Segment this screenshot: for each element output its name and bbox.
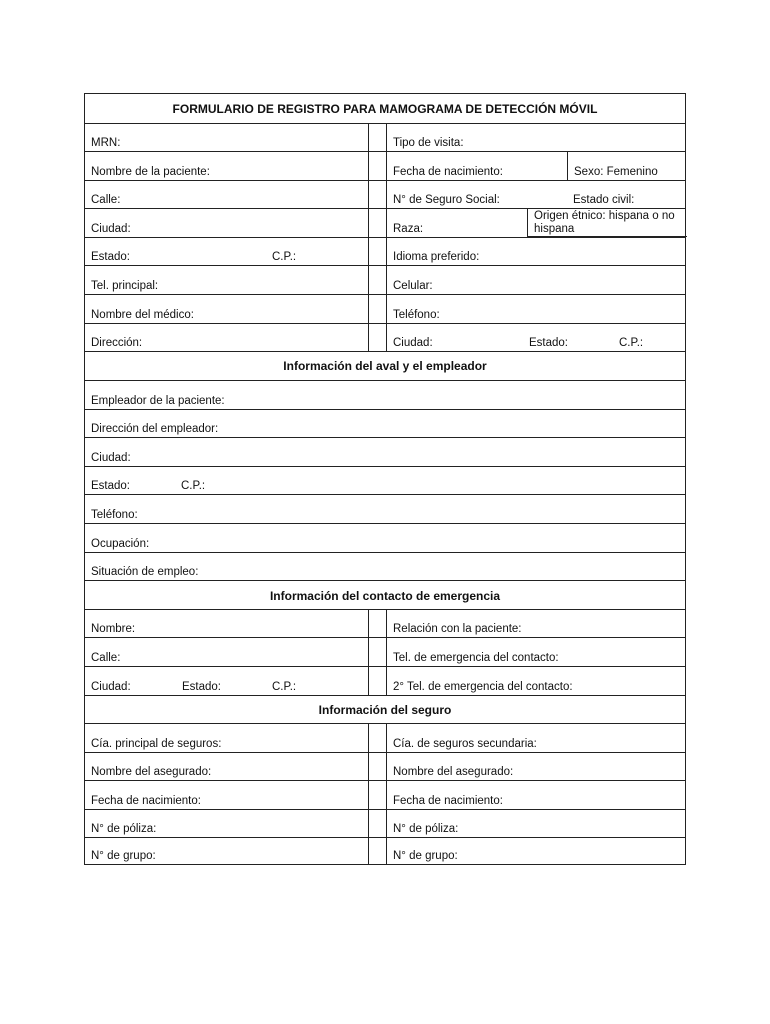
column-gap: [368, 324, 386, 351]
sex-label: Sexo: Femenino: [574, 166, 658, 178]
column-gap: [368, 781, 386, 809]
state-zip-field[interactable]: [85, 238, 368, 265]
insurance-heading: Información del seguro: [318, 703, 452, 717]
cell-label: Celular:: [393, 280, 433, 292]
emergency-phone2-label: 2° Tel. de emergencia del contacto:: [393, 681, 573, 693]
row-occupation[interactable]: [85, 523, 685, 552]
sex-field: [567, 152, 687, 180]
secondary-insurance-label: Cía. de seguros secundaria:: [393, 738, 537, 750]
city-label: Ciudad:: [91, 223, 131, 235]
row-insured-name: [85, 752, 685, 780]
marital-status-label: Estado civil:: [573, 194, 635, 206]
column-gap: [368, 266, 386, 294]
emergency-street-label: Calle:: [91, 652, 121, 664]
insurance-heading-row: [85, 695, 685, 723]
column-gap: [368, 753, 386, 780]
main-phone-field[interactable]: [85, 266, 368, 294]
row-emergency-name: [85, 609, 685, 637]
race-label: Raza:: [393, 223, 424, 235]
employer-state-label: Estado:: [91, 480, 130, 492]
insured-name-1-field[interactable]: [85, 753, 368, 780]
column-gap: [368, 810, 386, 837]
primary-insurance-label: Cía. principal de seguros:: [91, 738, 222, 750]
emergency-city-label: Ciudad:: [91, 681, 131, 693]
group-1-label: N° de grupo:: [91, 850, 156, 862]
city-field[interactable]: [85, 209, 368, 237]
main-phone-label: Tel. principal:: [91, 280, 159, 292]
insured-dob-1-label: Fecha de nacimiento:: [91, 795, 201, 807]
birth-date-label: Fecha de nacimiento:: [393, 166, 503, 178]
patient-name-field[interactable]: [85, 152, 368, 180]
form-title: FORMULARIO DE REGISTRO PARA MAMOGRAMA DE DETECCIÓN MÓVIL: [172, 102, 598, 116]
doctor-name-label: Nombre del médico:: [91, 309, 194, 321]
column-gap: [368, 610, 386, 637]
row-employer-address[interactable]: [85, 409, 685, 437]
column-gap: [368, 152, 386, 180]
row-employer-state[interactable]: [85, 466, 685, 494]
state-label: Estado:: [91, 251, 130, 263]
ethnicity-label: Origen étnico: hispana o no hispana: [534, 210, 675, 235]
policy-1-label: N° de póliza:: [91, 823, 157, 835]
column-gap: [368, 638, 386, 666]
zip-label: C.P.:: [272, 251, 297, 263]
doctor-city-label: Ciudad:: [393, 337, 433, 349]
column-gap: [368, 181, 386, 208]
birth-date-field[interactable]: [386, 152, 567, 180]
emergency-location-field[interactable]: [85, 667, 368, 695]
insured-name-1-label: Nombre del asegurado:: [91, 766, 212, 778]
ssn-label: N° de Seguro Social:: [393, 194, 500, 206]
column-gap: [368, 209, 386, 237]
mrn-label: MRN:: [91, 137, 121, 149]
cell-field[interactable]: [386, 266, 687, 294]
policy-2-label: N° de póliza:: [393, 823, 459, 835]
phone-field[interactable]: [386, 295, 687, 323]
language-field[interactable]: [386, 238, 687, 265]
language-label: Idioma preferido:: [393, 251, 480, 263]
insured-dob-2-field[interactable]: [386, 781, 687, 809]
primary-insurance-field[interactable]: [85, 724, 368, 752]
employer-address-label: Dirección del empleador:: [91, 423, 219, 435]
column-gap: [368, 667, 386, 695]
group-1-field[interactable]: [85, 838, 368, 864]
emergency-heading-row: [85, 580, 685, 609]
row-insurance-company: [85, 723, 685, 752]
title-row: [85, 94, 685, 123]
emergency-phone-label: Tel. de emergencia del contacto:: [393, 652, 559, 664]
employer-phone-label: Teléfono:: [91, 509, 138, 521]
row-emergency-street: [85, 637, 685, 666]
visit-type-label: Tipo de visita:: [393, 137, 464, 149]
employment-status-label: Situación de empleo:: [91, 566, 199, 578]
doctor-state-label: Estado:: [529, 337, 568, 349]
marital-status-field[interactable]: [567, 181, 687, 208]
patient-name-label: Nombre de la paciente:: [91, 166, 210, 178]
doctor-name-field[interactable]: [85, 295, 368, 323]
insured-dob-1-field[interactable]: [85, 781, 368, 809]
secondary-insurance-field[interactable]: [386, 724, 687, 752]
column-gap: [368, 838, 386, 864]
ethnicity-field[interactable]: [527, 209, 687, 237]
emergency-phone2-field[interactable]: [386, 667, 687, 695]
registration-form: [84, 93, 686, 865]
column-gap: [368, 295, 386, 323]
row-policy: [85, 809, 685, 837]
occupation-label: Ocupación:: [91, 538, 150, 550]
emergency-state-label: Estado:: [182, 681, 221, 693]
doctor-zip-label: C.P.:: [619, 337, 644, 349]
relation-field[interactable]: [386, 610, 687, 637]
insured-name-2-field[interactable]: [386, 753, 687, 780]
visit-type-field[interactable]: [386, 124, 687, 151]
row-state: [85, 237, 685, 265]
emergency-phone-field[interactable]: [386, 638, 687, 666]
race-field[interactable]: [386, 209, 527, 237]
row-street: [85, 180, 685, 208]
row-main-phone: [85, 265, 685, 294]
row-doctor: [85, 294, 685, 323]
emergency-zip-label: C.P.:: [272, 681, 297, 693]
policy-2-field[interactable]: [386, 810, 687, 837]
row-employer-city[interactable]: [85, 437, 685, 466]
group-2-field[interactable]: [386, 838, 687, 864]
row-emergency-city: [85, 666, 685, 695]
street-field[interactable]: [85, 181, 368, 208]
row-insured-dob: [85, 780, 685, 809]
row-employer-phone[interactable]: [85, 494, 685, 523]
emergency-heading: Información del contacto de emergencia: [269, 589, 501, 603]
policy-1-field[interactable]: [85, 810, 368, 837]
row-group: [85, 837, 685, 864]
emergency-name-field[interactable]: [85, 610, 368, 637]
guarantor-heading-row: [85, 351, 685, 380]
row-patient-name: [85, 151, 685, 180]
relation-label: Relación con la paciente:: [393, 623, 522, 635]
row-employment-status[interactable]: [85, 552, 685, 580]
row-city: [85, 208, 685, 237]
phone-label: Teléfono:: [393, 309, 440, 321]
column-gap: [368, 124, 386, 151]
doctor-location-field[interactable]: [386, 324, 687, 351]
row-address: [85, 323, 685, 351]
emergency-name-label: Nombre:: [91, 623, 136, 635]
row-employer[interactable]: [85, 380, 685, 409]
mrn-field[interactable]: [85, 124, 368, 151]
emergency-street-field[interactable]: [85, 638, 368, 666]
row-mrn: [85, 123, 685, 151]
employer-zip-label: C.P.:: [181, 480, 206, 492]
address-field[interactable]: [85, 324, 368, 351]
column-gap: [368, 724, 386, 752]
insured-name-2-label: Nombre del asegurado:: [393, 766, 514, 778]
column-gap: [368, 238, 386, 265]
street-label: Calle:: [91, 194, 121, 206]
employer-label: Empleador de la paciente:: [91, 395, 225, 407]
guarantor-heading: Información del aval y el empleador: [283, 359, 487, 373]
insured-dob-2-label: Fecha de nacimiento:: [393, 795, 503, 807]
group-2-label: N° de grupo:: [393, 850, 458, 862]
ssn-field[interactable]: [386, 181, 567, 208]
address-label: Dirección:: [91, 337, 143, 349]
employer-city-label: Ciudad:: [91, 452, 131, 464]
